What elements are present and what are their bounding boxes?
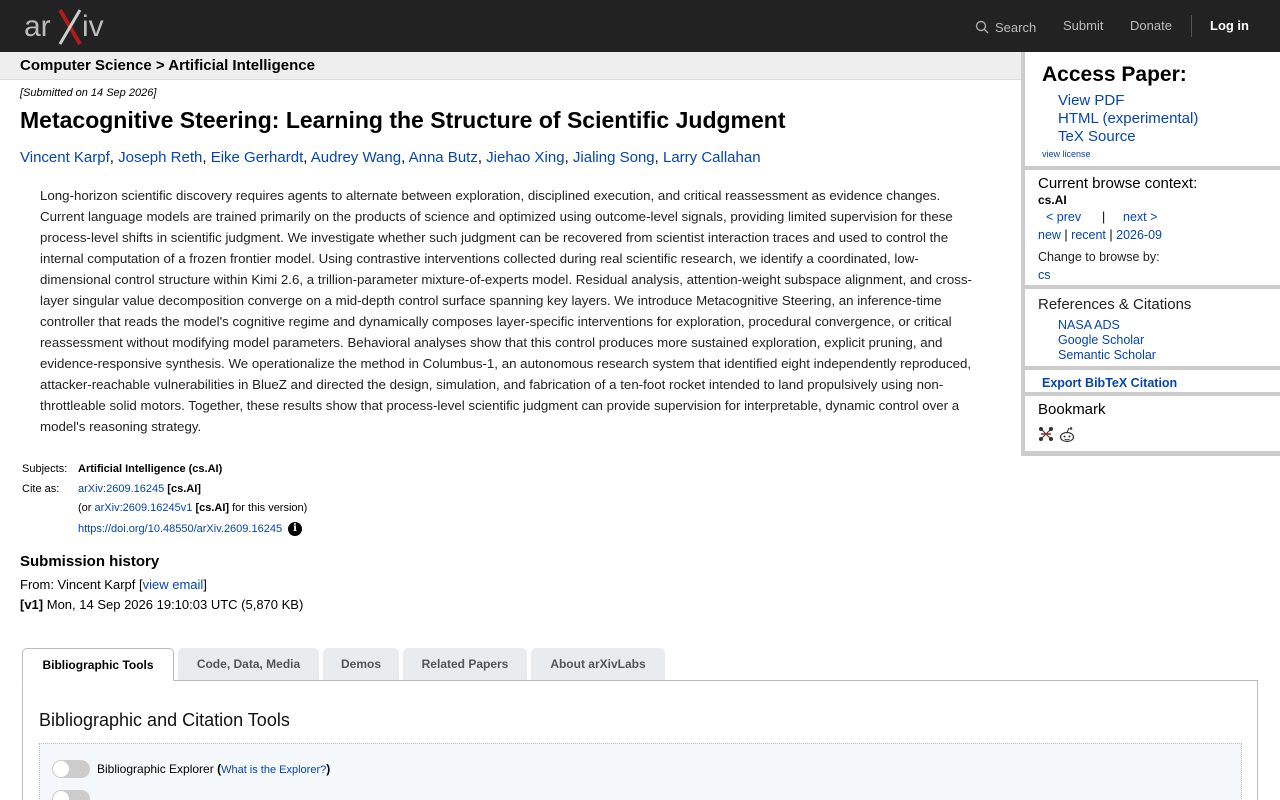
author-list: Vincent Karpf, Joseph Reth, Eike Gerhardt, Audrey Wang, Anna Butz, Jiehao Xing, Jialing Song, Larry Callahan — [20, 149, 761, 166]
from-text: From: Vincent Karpf [ — [20, 577, 143, 592]
references-box — [1025, 289, 1280, 366]
paren-open: ( — [217, 762, 222, 776]
author-link[interactable]: Joseph Reth — [118, 149, 203, 166]
recent-link[interactable]: recent — [1071, 228, 1106, 242]
view-email-link[interactable]: view email — [142, 577, 204, 592]
separator: | — [1109, 228, 1113, 242]
version-category: [cs.AI] — [195, 502, 230, 514]
paper-title: Metacognitive Steering: Learning the Structure of Scientific Judgment — [20, 107, 786, 133]
what-is-explorer-link[interactable]: What is the Explorer? — [221, 764, 327, 776]
version-label[interactable]: [v1] — [20, 597, 44, 612]
tab-code-data-media[interactable]: Code, Data, Media — [178, 648, 319, 680]
author-link[interactable]: Anna Butz — [408, 149, 478, 166]
author-link[interactable]: Vincent Karpf — [20, 149, 110, 166]
info-icon[interactable]: i — [288, 522, 302, 536]
cite-id-link[interactable]: arXiv:2609.16245 — [78, 483, 165, 495]
tab-bibliographic-tools[interactable]: Bibliographic Tools — [22, 648, 174, 681]
sidebar — [1021, 52, 1280, 456]
tab-about-arxivlabs[interactable]: About arXivLabs — [531, 648, 665, 680]
view-pdf-link[interactable]: View PDF — [1058, 92, 1125, 109]
version-suffix: for this version) — [232, 502, 308, 514]
cite-label: Cite as: — [22, 483, 60, 495]
login-link[interactable]: Log in — [1210, 18, 1249, 33]
prev-link[interactable]: < prev — [1046, 210, 1082, 224]
semantic-scholar-link[interactable]: Semantic Scholar — [1058, 348, 1156, 362]
version-date: Mon, 14 Sep 2026 19:10:03 UTC (5,870 KB) — [46, 597, 304, 612]
reddit-icon[interactable] — [1058, 426, 1076, 444]
bookmark-box — [1025, 396, 1280, 451]
author-link[interactable]: Larry Callahan — [663, 149, 761, 166]
panel-title: Bibliographic and Citation Tools — [39, 710, 290, 730]
version-entry — [20, 597, 303, 612]
author-link[interactable]: Eike Gerhardt — [210, 149, 304, 166]
references-title: References & Citations — [1038, 296, 1192, 313]
export-box — [1025, 370, 1280, 392]
browse-category: cs.AI — [1038, 193, 1067, 207]
submission-history-title: Submission history — [20, 553, 160, 570]
author-link[interactable]: Audrey Wang — [310, 149, 402, 166]
search-button[interactable] — [975, 17, 1036, 37]
explorer-label: Bibliographic Explorer — [97, 762, 214, 776]
export-bibtex-link[interactable]: Export BibTeX Citation — [1042, 376, 1178, 390]
view-license-link[interactable]: view license — [1042, 149, 1091, 159]
second-toggle[interactable] — [52, 790, 90, 800]
bibsonomy-icon[interactable] — [1038, 426, 1054, 442]
explorer-box — [39, 743, 1242, 800]
submission-date: [Submitted on 14 Sep 2026] — [20, 87, 157, 99]
breadcrumb[interactable]: Computer Science > Artificial Intelligence — [20, 57, 315, 74]
nav-separator: | — [1102, 210, 1106, 224]
breadcrumb-bar — [0, 52, 1021, 80]
nav-divider — [1191, 15, 1192, 37]
abstract: Long-horizon scientific discovery requires agents to alternate between exploration, disciplined execution, and critical reassessment as evidence changes. Current language models are trained primarily on the products of science and optimized using outcome-level signals, providing limited supervision for these process-level shifts in scientific judgment. We investigate whether such judgment can be recovered from scientist interaction traces and used to control the internal computation of a frozen frontier model. Using contrastive interventions collected during real scientific research, we identify a coordinated, low-dimensional control structure within Kimi 2.6, a trillion-parameter mixture-of-experts model. Residual analysis, attention-weight subspace alignment, and cross-layer singular value decomposition converge on a mid-depth control surface spanning key layers. We introduce Metacognitive Steering, an inference-time controller that reads the model's cognitive regime and dynamically composes layer-specific interventions for exploration, procedural convergence, or critical reassessment without modifying model parameters. Behavioral analyses show that this control produces more sustained exploration, explicit pruning, and evidence-responsive synthesis. We operationalize the method in Columbus-1, an autonomous research system that identified eight independently reproduced, attacker-reachable vulnerabilities in BlueZ and directed the design, simulation, and fabrication of a ten-foot rocket intended to land propulsively using non-throttleable solid motors. Together, these results show that process-level scientific judgment can provide supervision for interpretable, dynamic control over a model's reasoning strategy. — [40, 188, 972, 434]
google-scholar-link[interactable]: Google Scholar — [1058, 333, 1145, 347]
next-link[interactable]: next > — [1123, 210, 1158, 224]
tab-demos[interactable]: Demos — [323, 648, 399, 680]
tab-panel — [22, 680, 1258, 800]
cs-link[interactable]: cs — [1038, 268, 1051, 282]
explorer-row — [97, 762, 330, 776]
explorer-toggle[interactable] — [52, 760, 90, 778]
from-close: ] — [203, 577, 207, 592]
access-paper-title: Access Paper: — [1042, 63, 1187, 86]
paren-close: ) — [326, 762, 331, 776]
doi-link[interactable]: https://doi.org/10.48550/arXiv.2609.16245 — [78, 522, 283, 535]
search-icon — [975, 20, 989, 34]
svg-text:iv: iv — [82, 10, 104, 43]
search-label: Search — [995, 19, 1037, 35]
or-prefix: (or — [78, 502, 92, 514]
tab-related-papers[interactable]: Related Papers — [403, 648, 527, 680]
author-link[interactable]: Jiehao Xing — [486, 149, 565, 166]
subjects-label: Subjects: — [22, 463, 68, 475]
submission-from — [20, 577, 207, 592]
author-link[interactable]: Jialing Song — [572, 149, 655, 166]
svg-text:ar: ar — [24, 10, 51, 43]
separator: | — [1064, 228, 1068, 242]
subjects-value: Artificial Intelligence (cs.AI) — [78, 463, 223, 475]
submit-link[interactable]: Submit — [1063, 18, 1104, 33]
arxiv-logo[interactable] — [22, 6, 114, 46]
browse-context-title: Current browse context: — [1038, 175, 1198, 192]
nasa-ads-link[interactable]: NASA ADS — [1058, 318, 1120, 332]
version-link[interactable]: arXiv:2609.16245v1 — [94, 502, 193, 514]
new-link[interactable]: new — [1038, 228, 1061, 242]
tex-source-link[interactable]: TeX Source — [1058, 128, 1136, 145]
browse-context-box — [1025, 170, 1280, 285]
month-link[interactable]: 2026-09 — [1116, 228, 1162, 242]
donate-link[interactable]: Donate — [1130, 18, 1172, 33]
html-link[interactable]: HTML (experimental) — [1058, 110, 1199, 127]
top-header — [0, 0, 1280, 52]
change-browse-label: Change to browse by: — [1038, 250, 1160, 264]
cite-category: [cs.AI] — [167, 483, 201, 495]
access-paper-box — [1025, 52, 1280, 166]
bookmark-title: Bookmark — [1038, 401, 1106, 418]
